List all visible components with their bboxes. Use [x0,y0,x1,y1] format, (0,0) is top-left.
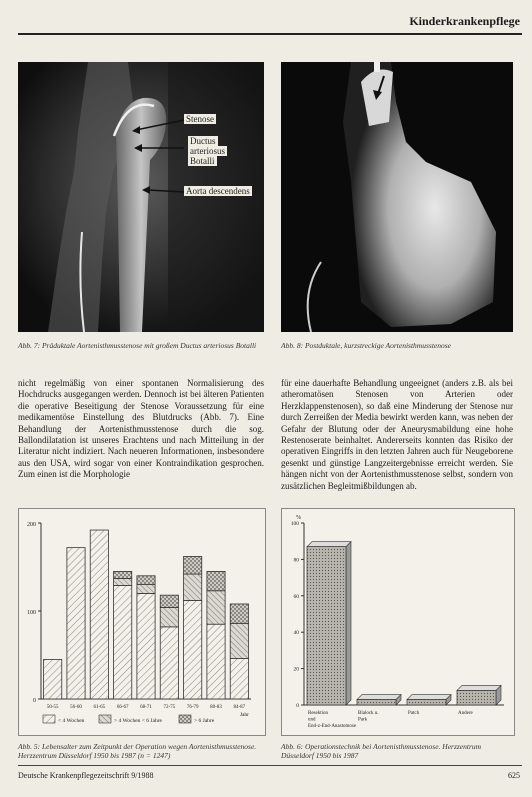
chart5-bar-segment-top [230,604,248,623]
chart6-bar-top [457,685,501,690]
chart5-bar-segment-bottom [160,627,178,699]
chart6-bar-top [357,695,401,700]
chart5-x-tick-label: 68-71 [140,705,152,710]
chart5-legend-swatch [99,715,111,723]
arrowhead-stenose [132,126,140,134]
label-botalli: Botalli [190,156,215,166]
arrow-stenosis [378,76,384,94]
label-arteriosus: arteriosus [190,146,225,156]
body-text-left: nicht regelmäßig von einer spontanen Normalisierung des Hochdrucks ausgegangen werden. Dennoch ist bei älteren Patienten die operative Beseitigung der Stenose Voraussetzung für eine medikamentöse Einstellung des Blutdrucks (Abb. 7). Eine Behandlung der Aortenisthmusstenose durch die sog. Ballondilatation ist unseres Erachtens und nach Mitteilung in der Literatur nicht indiziert. Nach neueren Informationen, insbesondere aus den USA, wird sogar von einer Kontraindikation gesprochen. Zum einen ist die Morphologie [18,378,264,480]
chart6-y-tick-label: 0 [296,703,299,709]
chart5-bar-segment-bottom [230,659,248,699]
chart6-x-tick-label: und [308,717,316,723]
chart5-y-tick-label: 200 [27,522,36,528]
label-stenose: Stenose [186,114,214,124]
caption-figure5: Abb. 5: Lebensalter zum Zeitpunkt der Operation wegen Aortenisthmusstenose. Herzzentrum Düsseldorf 1950 bis 1987 (n = 1247) [18,742,257,760]
chart5-legend-label: > 6 Jahre [194,718,215,724]
chart5-x-tick-label: 80-83 [210,705,222,710]
chart6-x-tick-label: Park [358,717,368,723]
arrowhead-stenosis [373,90,382,100]
chart5-bar-segment-mid [184,574,202,600]
chart6-bar [457,690,496,705]
chart5-x-tick-label: 76-79 [186,705,199,710]
chart5-x-tick-label: 72-75 [163,705,176,710]
label-aorta-descendens: Aorta descendens [186,186,250,196]
chart6-bar [307,547,346,705]
chart6-y-tick-label: 80 [293,557,299,564]
arrowhead-aorta [142,186,150,194]
chart5-x-tick-label: 50-55 [46,705,59,710]
chart6-y-unit: % [296,515,301,521]
chart6-x-tick-label: Resektion [308,711,328,716]
chart5-bar-segment-bottom [207,624,225,699]
chart5-legend-swatch [179,715,191,723]
chart6-bar [407,700,446,705]
caption-figure7: Abb. 7: Präduktale Aortenisthmusstenose mit großem Ductus arteriosus Botalli [18,341,257,350]
chart6-y-tick-label: 40 [293,630,299,637]
chart5-x-tick-label: 56-60 [70,705,82,710]
chart5-bar-segment-mid [137,585,155,594]
chart6-bar-top [407,695,451,700]
chart6-bar [357,700,396,705]
chart5-bar-segment-top [137,576,155,585]
chart5-bar-segment-bottom [114,585,132,699]
caption-figure8: Abb. 8: Postduktale, kurzstreckige Aortenisthmusstenose [281,341,451,350]
chart6-x-tick-label: Blalock u. [358,711,379,716]
chart5-y-tick-label: 100 [27,610,36,616]
arrow-stenose [136,120,184,130]
chart5-y-tick-label: 0 [33,698,36,704]
chart5-bar-segment-bottom [44,659,62,699]
arrow-aorta [148,190,184,192]
figure7-arrows [120,112,186,202]
chart5-bar-segment-top [207,571,225,590]
chart6-x-tick-label: Patch [408,711,420,716]
chart5-x-tick-label: 84-87 [233,705,246,710]
chart6-y-tick-label: 20 [293,666,299,673]
figure8-arrow [370,74,390,102]
chart6-x-tick-label: End-z-End-Anastomose [308,724,357,729]
footer-journal: Deutsche Krankenpflegezeitschrift 9/1988 [18,771,154,780]
chart6-x-tick-label: Andere [458,711,473,716]
chart5-bar-segment-mid [160,607,178,626]
chart-age-at-operation [18,508,266,736]
chart5-x-unit: Jahr [239,712,249,718]
xray-image-right [281,62,513,332]
chart5-x-tick-label: 66-67 [116,705,129,710]
chart5-bar-segment-top [160,595,178,607]
chart5-x-tick-label: 61-65 [93,705,106,710]
chart5-legend-label: < 4 Wochen [58,718,85,724]
header-rule [18,33,522,35]
footer-page-number: 625 [508,771,520,780]
chart-operation-technique [281,508,515,736]
label-ductus: Ductus [190,136,216,146]
footer-rule [18,765,522,766]
chart5-bar-segment-mid [207,591,225,624]
chart6-y-tick-label: 60 [293,593,299,600]
running-header: Kinderkrankenpflege [409,14,520,28]
xray-right-drawing [281,62,513,332]
chart6-svg [282,509,514,735]
chart5-bar-segment-top [184,556,202,574]
chart5-legend-swatch [43,715,55,723]
chart5-bar-segment-bottom [137,593,155,699]
chart5-bar-segment-bottom [90,530,108,699]
chart5-legend-label: > 4 Wochen < 6 Jahre [114,718,162,724]
chart5-bar-segment-bottom [184,600,202,699]
body-text-right: für eine dauerhafte Behandlung ungeeignet (anders z.B. als bei atheromatösen Stenosen von Arterien oder Herzklappenstenosen), so daß eine Minderung der Stenose nur durch Zerreißen der Media bewirkt werden kann, was neben der Gefahr der Blutung oder der Aneurysmabildung eine hohe Restenoserate beinhaltet. Andererseits konnten das Risiko der operativen Eingriffs in den letzten Jahren auch für Neugeborene gesenkt und günstige Langzeitergebnisse erreicht werden. Sie hängen nicht von der Aortenisthmusstenose selbst, sondern von zusätzlichen Begleitmißbildungen ab. [281,378,513,491]
chart6-y-tick-label: 100 [290,521,299,527]
caption-figure6: Abb. 6: Operationstechnik bei Aortenisthmusstenose. Herzzentrum Düsseldorf 1950 bis 1987 [281,742,482,760]
chart6-bar-top [307,542,351,547]
arrowhead-ductus [134,144,142,152]
chart5-bar-segment-top [114,571,132,578]
chart5-bar-segment-mid [230,623,248,658]
chart5-svg [19,509,265,735]
chart6-bar-side [346,542,351,705]
chart5-bar-segment-bottom [67,548,85,699]
chart5-bar-segment-mid [114,578,132,585]
